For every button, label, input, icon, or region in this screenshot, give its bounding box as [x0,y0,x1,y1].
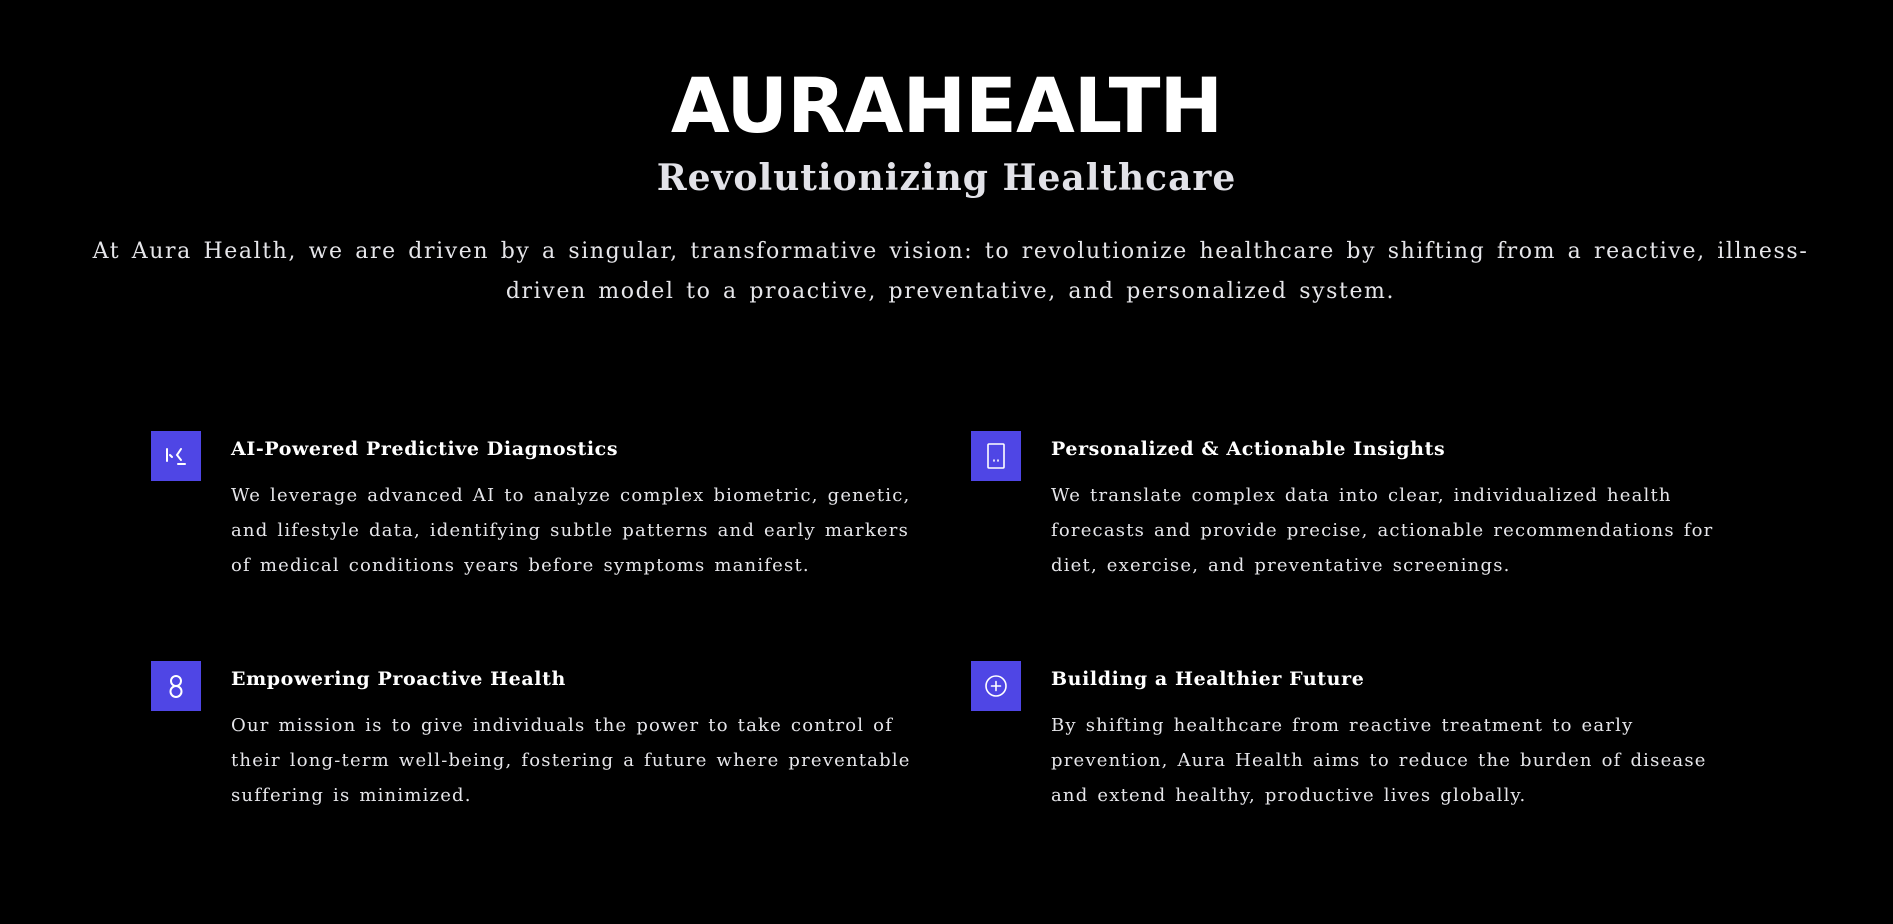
ai-diagnostics-icon [151,431,201,481]
feature-title: AI-Powered Predictive Diagnostics [231,438,619,460]
feature-description: We translate complex data into clear, individualized health forecasts and provide precise, actionable recommendations for diet, exercise, and preventative screenings. [1051,485,1714,576]
plus-circle-icon [971,661,1021,711]
page-subtitle: Revolutionizing Healthcare [656,157,1237,199]
feature-title: Personalized & Actionable Insights [1051,438,1446,460]
feature-title: Building a Healthier Future [1051,668,1365,690]
figure-eight-icon [151,661,201,711]
feature-title: Empowering Proactive Health [231,668,566,690]
brand-logo: AURAHEALTH [670,61,1223,150]
feature-description: Our mission is to give individuals the power to take control of their long-term well-being, fostering a future where preventable suffering is minimized. [231,715,911,806]
feature-description: By shifting healthcare from reactive treatment to early prevention, Aura Health aims to reduce the burden of disease and extend healthy, productive lives globally. [1051,715,1707,806]
feature-description: We leverage advanced AI to analyze complex biometric, genetic, and lifestyle data, identifying subtle patterns and early markers of medical conditions years before symptoms manifest. [231,485,911,576]
feature-card-proactive-health [151,661,931,841]
feature-card-healthier-future [971,661,1751,841]
feature-card-ai-diagnostics [151,431,931,611]
intro-paragraph: At Aura Health, we are driven by a singular, transformative vision: to revolutionize healthcare by shifting from a reactive, illness-driven model to a proactive, preventative, and personalized system. [92,239,1809,304]
feature-card-personalized-insights [971,431,1751,611]
document-icon [971,431,1021,481]
